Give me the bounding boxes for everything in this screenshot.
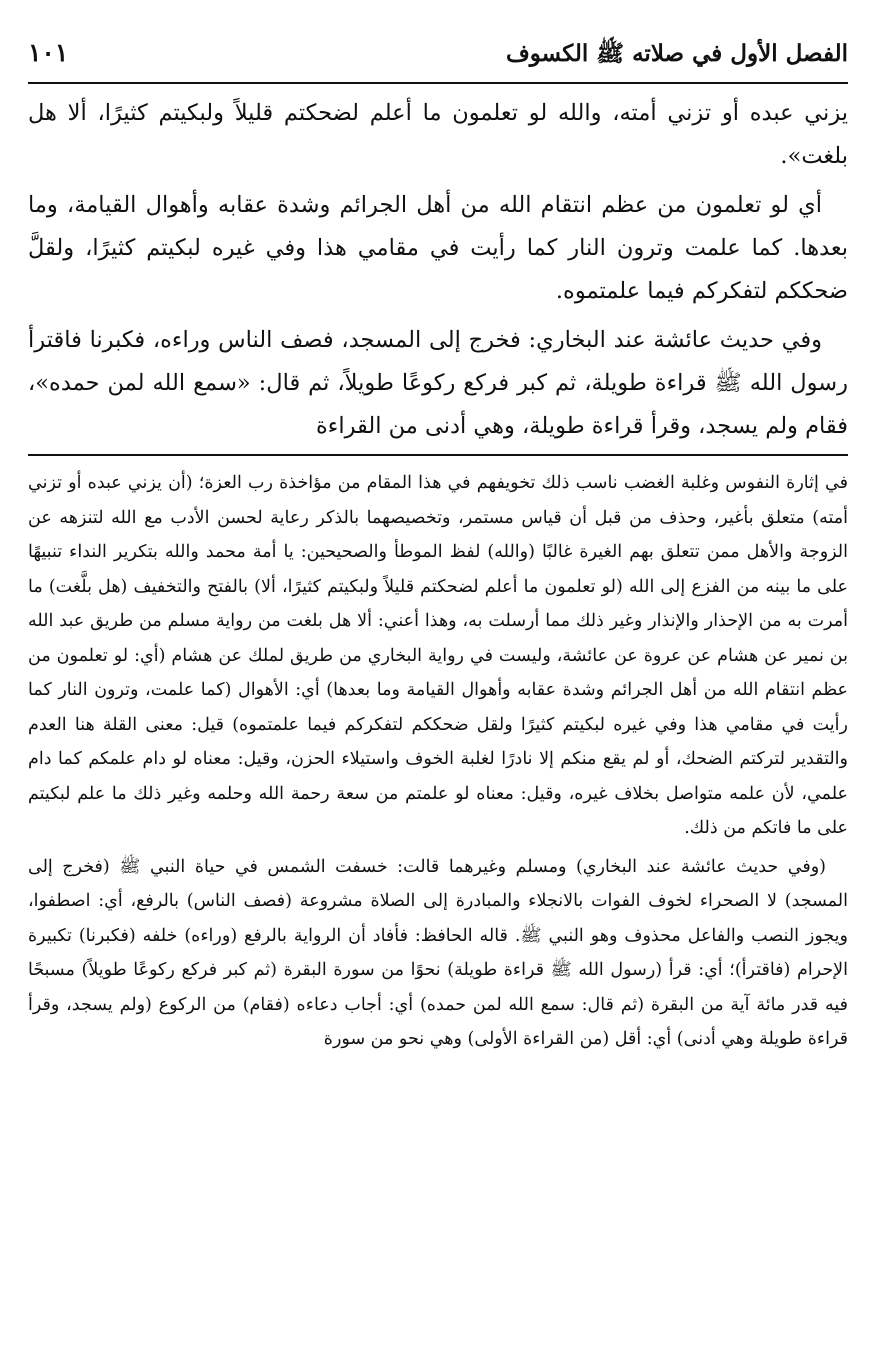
- page-header: [28, 38, 848, 84]
- main-paragraph: أي لو تعلمون من عظم انتقام الله من أهل الجرائم وشدة عقابه وأهوال القيامة، وما بعدها. كما علمت وترون النار كما رأيت في مقامي هذا وفي غيره لبكيتم كثيرًا، ولقلَّ ضحككم لتفكركم فيما علمتموه.: [28, 192, 848, 304]
- main-paragraph: يزني عبده أو تزني أمته، والله لو تعلمون ما أعلم لضحكتم قليلاً ولبكيتم كثيرًا، ألا هل بلغت».: [28, 100, 848, 169]
- chapter-title: الفصل الأول في صلاته ﷺ الكسوف: [505, 40, 848, 67]
- main-text: [28, 92, 848, 448]
- commentary-paragraph: في إثارة النفوس وغلبة الغضب ناسب ذلك تخويفهم في هذا المقام من مؤاخذة رب العزة؛ (أن يزني عبده أو تزني أمته) متعلق بأغير، وحذف من قبل أن قياس مستمر، وتخصيصهما بالذكر رعاية لحسن الأدب مع الله لتنزهه عن الزوجة والأهل ممن تتعلق بهم الغيرة غالبًا (والله) لفظ الموطأ والصحيحين: يا أمة محمد والله بتكرير النداء تنبيهًا على ما بينه من الفزع إلى الله (لو تعلمون ما أعلم لضحكتم قليلاً ولبكيتم كثيرًا، ألا) بالفتح والتخفيف (هل بلَّغت) ما أمرت به من الإحذار والإنذار وغير ذلك مما أرسلت به، وهذا أعني: ألا هل بلغت من رواية مسلم من طريق عبد الله بن نمير عن هشام عن عروة عن عائشة، وليست في رواية البخاري من طريق لملك عن هشام (أي: لو تعلمون من عظم انتقام الله من أهل الجرائم وشدة عقابه وأهوال القيامة وما بعدها) أي: الأهوال (كما علمت، وترون النار كما رأيت في مقامي هذا وفي غيره لبكيتم كثيرًا ولقل ضحككم لتفكركم فيما علمتموه) قيل: معنى القلة هنا العدم والتقدير لتركتم الضحك، أو لم يقع منكم إلا نادرًا لغلبة الخوف واستيلاء الحزن، وقيل: معناه لو دام علمكم كما دام علمي، لأن علمه متواصل بخلاف غيره، وقيل: معناه لو علمتم من سعة رحمة الله وحلمه وغير ذلك ما علم لبكيتم على ما فاتكم من ذلك.: [28, 473, 848, 838]
- main-paragraph: وفي حديث عائشة عند البخاري: فخرج إلى المسجد، فصف الناس وراءه، فكبرنا فاقترأ رسول الله ﷺ قراءة طويلة، ثم كبر فركع ركوعًا طويلاً، ثم قال: «سمع الله لمن حمده»، فقام ولم يسجد، وقرأ قراءة طويلة، وهي أدنى من القراءة: [28, 327, 848, 439]
- commentary-paragraph: (وفي حديث عائشة عند البخاري) ومسلم وغيرهما قالت: خسفت الشمس في حياة النبي ﷺ (فخرج إلى المسجد) لا الصحراء لخوف الفوات بالانجلاء والمبادرة إلى الصلاة مشروعة (فصف الناس) بالرفع، أي: اصطفوا، ويجوز النصب والفاعل محذوف وهو النبي ﷺ. قاله الحافظ: فأفاد أن الرواية بالرفع (وراءه) خلفه (فكبرنا) تكبيرة الإحرام (فاقترأ)؛ أي: قرأ (رسول الله ﷺ قراءة طويلة) نحوًا من سورة البقرة (ثم كبر فركع ركوعًا طويلاً) مسبحًا فيه قدر مائة آية من البقرة (ثم قال: سمع الله لمن حمده) أي: أجاب دعاءه (فقام) من الركوع (ولم يسجد، وقرأ قراءة طويلة وهي أدنى) أي: أقل (من القراءة الأولى) وهي نحو من سورة: [28, 856, 848, 1049]
- page-number: ١٠١: [28, 38, 69, 67]
- commentary-text: [28, 466, 848, 1057]
- footnote-divider: [28, 454, 848, 456]
- book-page: [28, 38, 848, 1061]
